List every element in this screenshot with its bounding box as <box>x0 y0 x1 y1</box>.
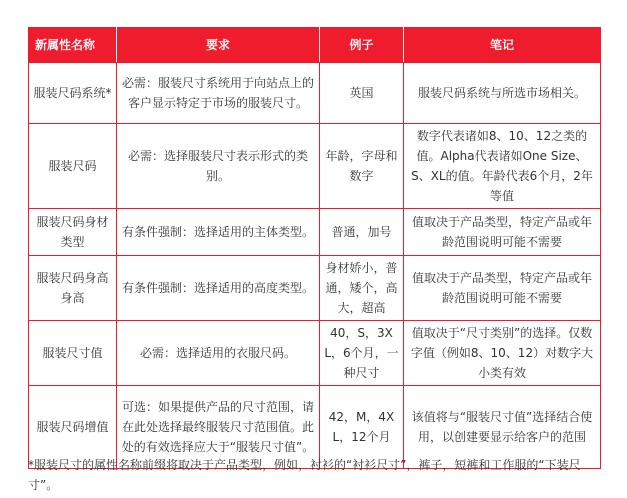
header-requirement: 要求 <box>117 28 320 63</box>
cell-example: 42，M，4XL，12个月 <box>320 386 404 469</box>
cell-note: 值取决于产品类型，特定产品或年龄范围说明可能不需要 <box>404 209 601 256</box>
cell-attribute-name: 服装尺码增值 <box>29 386 117 469</box>
table-row <box>29 256 601 321</box>
cell-attribute-name: 服装尺码 <box>29 124 117 209</box>
cell-requirement: 必需：服装尺寸系统用于向站点上的客户显示特定于市场的服装尺寸。 <box>117 63 320 124</box>
cell-example: 年龄，字母和数字 <box>320 124 404 209</box>
table-row <box>29 321 601 386</box>
cell-attribute-name: 服装尺码身材类型 <box>29 209 117 256</box>
cell-note: 数字代表诸如8、10、12之类的值。Alpha代表诸如One Size、S、XL的值。年龄代表6个月，2年等值 <box>404 124 601 209</box>
table-row <box>29 63 601 124</box>
cell-example: 英国 <box>320 63 404 124</box>
header-attribute-name: 新属性名称 <box>29 28 117 63</box>
attribute-table <box>28 27 601 469</box>
cell-note: 值取决于“尺寸类别”的选择。仅数字值（例如8、10、12）对数字大小类有效 <box>404 321 601 386</box>
cell-example: 身材娇小，普通，矮个，高大，超高 <box>320 256 404 321</box>
cell-requirement: 有条件强制：选择适用的主体类型。 <box>117 209 320 256</box>
cell-attribute-name: 服装尺寸值 <box>29 321 117 386</box>
cell-example: 普通，加号 <box>320 209 404 256</box>
cell-attribute-name: 服装尺码身高身高 <box>29 256 117 321</box>
attribute-table-container <box>28 27 600 469</box>
cell-requirement: 必需：选择服装尺寸表示形式的类别。 <box>117 124 320 209</box>
header-note: 笔记 <box>404 28 601 63</box>
footnote: *服装尺寸的属性名称前缀将取决于产品类型，例如，衬衫的“衬衫尺寸”，裤子，短裤和工作服的“下装尺寸”。 <box>28 458 581 492</box>
cell-note: 服装尺码系统与所选市场相关。 <box>404 63 601 124</box>
table-row <box>29 124 601 209</box>
cell-requirement: 可选：如果提供产品的尺寸范围，请在此处选择最终服装尺寸范围值。此处的有效选择应大于“服装尺寸值”。 <box>117 386 320 469</box>
cell-requirement: 必需：选择适用的衣服尺码。 <box>117 321 320 386</box>
header-example: 例子 <box>320 28 404 63</box>
cell-note: 值取决于产品类型，特定产品或年龄范围说明可能不需要 <box>404 256 601 321</box>
cell-attribute-name: 服装尺码系统* <box>29 63 117 124</box>
cell-requirement: 有条件强制：选择适用的高度类型。 <box>117 256 320 321</box>
table-header-row <box>29 28 601 63</box>
cell-example: 40，S，3XL，6个月，一种尺寸 <box>320 321 404 386</box>
cell-note: 该值将与“服装尺寸值”选择结合使用，以创建要显示给客户的范围 <box>404 386 601 469</box>
table-row <box>29 209 601 256</box>
